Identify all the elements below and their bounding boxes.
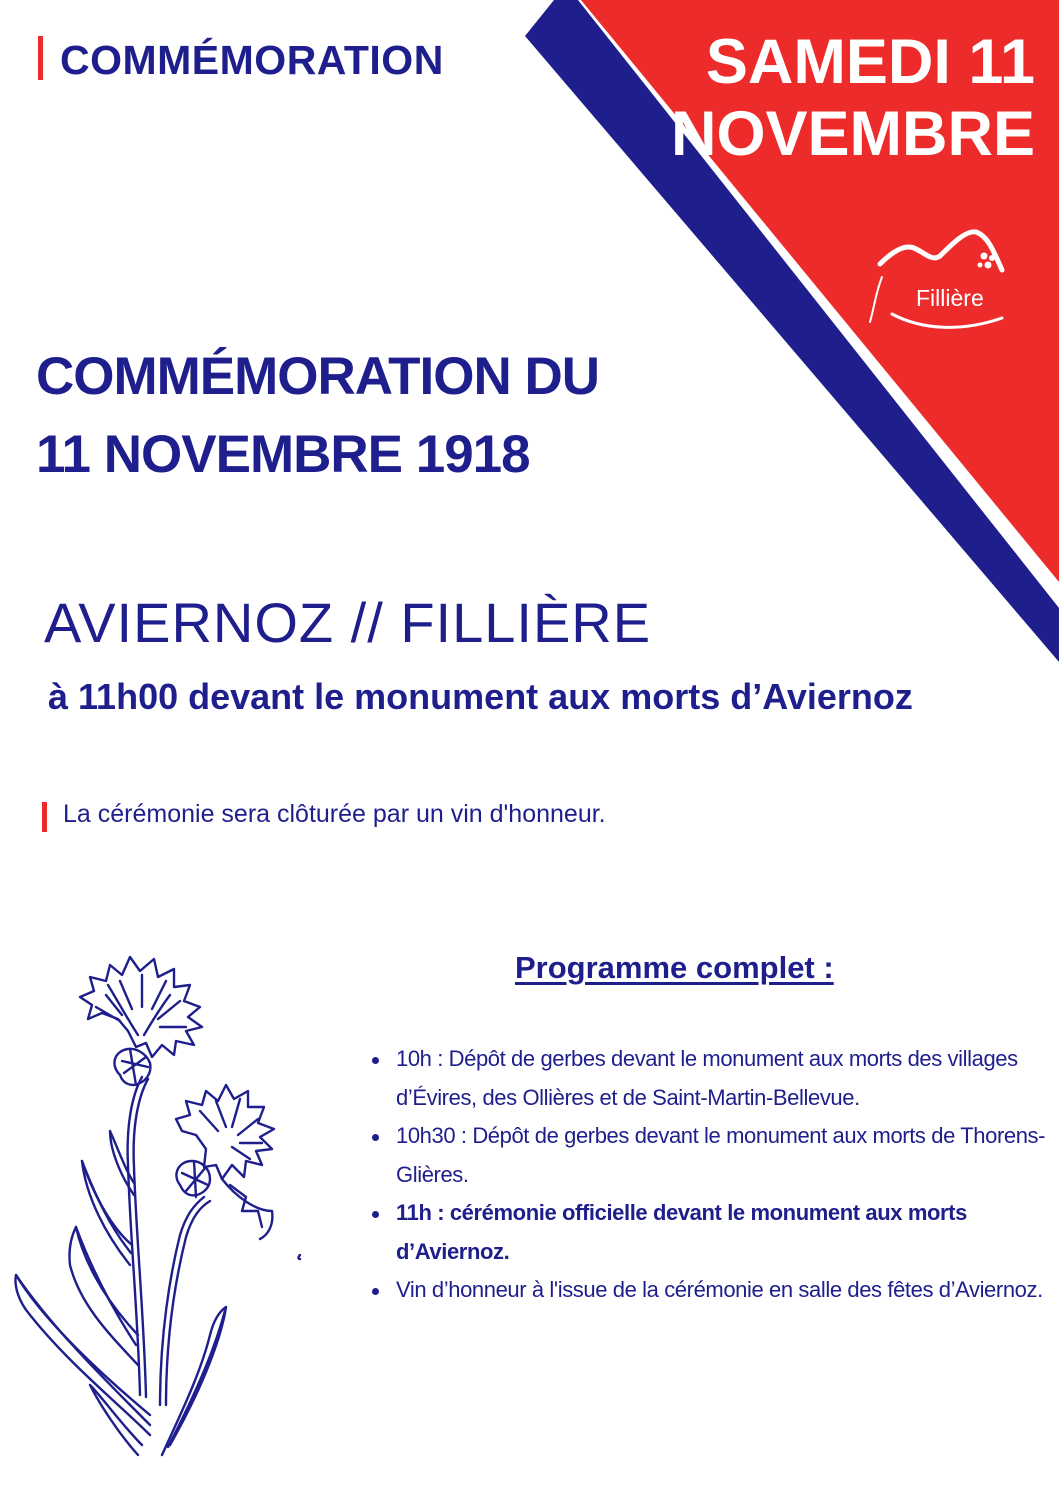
main-title: [36, 338, 599, 494]
main-title-line-1: COMMÉMORATION DU: [36, 347, 600, 406]
date-line-1: SAMEDI 11: [705, 27, 1035, 97]
event-place: AVIERNOZ // FILLIÈRE: [44, 591, 652, 654]
event-time-location: à 11h00 devant le monument aux morts d’Aviernoz: [48, 676, 913, 717]
programme-item: 10h : Dépôt de gerbes devant le monument aux morts des villages d’Évires, des Ollières et de Saint-Martin-Bellevue.: [396, 1040, 1046, 1117]
programme-item: 10h30 : Dépôt de gerbes devant le monument aux morts de Thorens-Glières.: [396, 1117, 1046, 1194]
header-label: COMMÉMORATION: [60, 37, 444, 83]
note-accent-bar: [42, 802, 47, 832]
event-date: [671, 26, 1035, 170]
date-line-2: NOVEMBRE: [670, 99, 1035, 169]
programme-list: [396, 1040, 1046, 1310]
header-accent-bar: [38, 36, 43, 80]
cornflower-illustration-icon: [10, 935, 310, 1497]
main-title-line-2: 11 NOVEMBRE 1918: [36, 425, 530, 484]
programme-item: 11h : cérémonie officielle devant le monument aux morts d’Aviernoz.: [396, 1194, 1046, 1271]
programme-title: Programme complet :: [515, 950, 834, 985]
programme-item: Vin d’honneur à l'issue de la cérémonie en salle des fêtes d’Aviernoz.: [396, 1271, 1046, 1310]
closing-note: La cérémonie sera clôturée par un vin d'honneur.: [63, 800, 606, 828]
filliere-logo-icon: [862, 222, 1012, 337]
logo-text: Fillière: [916, 285, 984, 311]
